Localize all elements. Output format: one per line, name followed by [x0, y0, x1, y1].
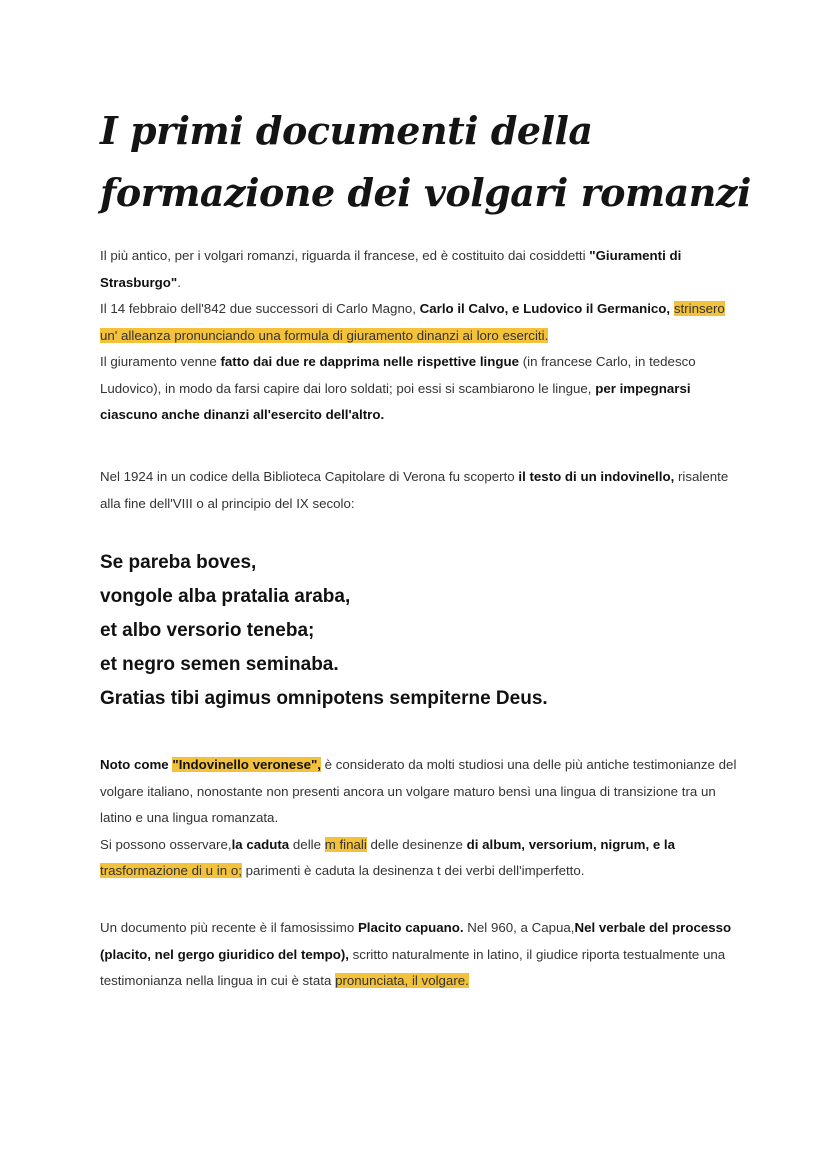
bold-text: Carlo il Calvo, e Ludovico il Germanico, [419, 301, 671, 316]
text-span: (in francese Carlo, in tedesco Ludovico), in modo da farsi capire dai loro soldati; poi essi si scambiarono le lingue, [100, 354, 696, 396]
text-span: delle desinenze [366, 836, 467, 852]
text-span: scritto naturalmente in latino, il giudice riporta testualmente una testimonianza nella lingua in cui è stata [100, 946, 726, 988]
text-span: Il giuramento venne [100, 354, 221, 369]
paragraph-giuramenti-date [100, 296, 740, 349]
bold-text: fatto dai due re dapprima nelle rispettive lingue [220, 354, 519, 369]
paragraph-giuramenti-intro [100, 243, 740, 296]
poem-line: et albo versorio teneba; [100, 620, 315, 641]
indovinello-poem [100, 546, 740, 716]
section-placito [100, 915, 740, 995]
poem-line: et negro semen seminaba. [100, 654, 339, 675]
bold-text: per impegnarsi ciascuno anche dinanzi all'esercito dell'altro. [100, 380, 691, 422]
text-span: . [177, 274, 181, 290]
paragraph-indovinello-intro [100, 464, 740, 517]
text-span: Si possono osservare, [100, 836, 232, 852]
text-span: è considerato da molti studiosi una delle più antiche testimonianze del volgare italiano, nonostante non presenti ancora un volgare maturo bensì una lingua di transizione tra un latino e una lingua romanzata. [100, 757, 737, 825]
highlighted-text: m finali [324, 836, 367, 852]
paragraph-placito-capuano [100, 915, 740, 995]
text-span: Un documento più recente è il famosissimo [100, 920, 358, 935]
bold-text: la caduta [231, 836, 290, 852]
text-span: risalente alla fine dell'VIII o al principio del IX secolo: [100, 469, 729, 511]
bold-text: "Giuramenti di Strasburgo" [100, 248, 682, 290]
bold-text: il testo di un indovinello, [518, 469, 675, 484]
text-span: Nel 1924 in un codice della Biblioteca Capitolare di Verona fu scoperto [100, 469, 519, 484]
poem-line: vongole alba pratalia araba, [100, 586, 351, 607]
page-title: I primi documenti della formazione dei volgari romanzi [100, 108, 751, 215]
bold-text: Nel verbale del processo (placito, nel gergo giuridico del tempo), [100, 920, 732, 962]
section-indovinello [100, 464, 740, 517]
highlighted-text: pronunciata, il volgare. [335, 973, 469, 988]
highlighted-text: trasformazione di u in o; [100, 863, 242, 878]
text-span: parimenti è caduta la desinenza t dei verbi dell'imperfetto. [241, 863, 585, 878]
poem-line: Se pareba boves, [100, 552, 257, 573]
highlighted-bold-text: "Indovinello veronese", [172, 757, 321, 772]
section-indovinello-analisi [100, 752, 740, 885]
paragraph-indovinello-veronese [100, 752, 740, 832]
bold-text: Placito capuano. [357, 920, 464, 935]
section-giuramenti [100, 243, 740, 429]
text-span: Il più antico, per i volgari romanzi, riguarda il francese, ed è costituito dai cosiddetti [100, 248, 590, 263]
bold-text: di album, versorium, nigrum, e la [466, 836, 676, 852]
text-span: Nel 960, a Capua, [463, 920, 575, 935]
highlighted-text: strinsero un' alleanza pronunciando una formula di giuramento dinanzi ai loro eserciti. [100, 301, 725, 343]
paragraph-giuramenti-lingue [100, 349, 740, 429]
poem-line: Gratias tibi agimus omnipotens sempiterne Deus. [100, 688, 548, 709]
text-span: delle [289, 836, 325, 852]
paragraph-osservazioni [100, 832, 740, 885]
bold-text: Noto come [100, 757, 173, 772]
text-span: Il 14 febbraio dell'842 due successori di Carlo Magno, [100, 301, 420, 316]
